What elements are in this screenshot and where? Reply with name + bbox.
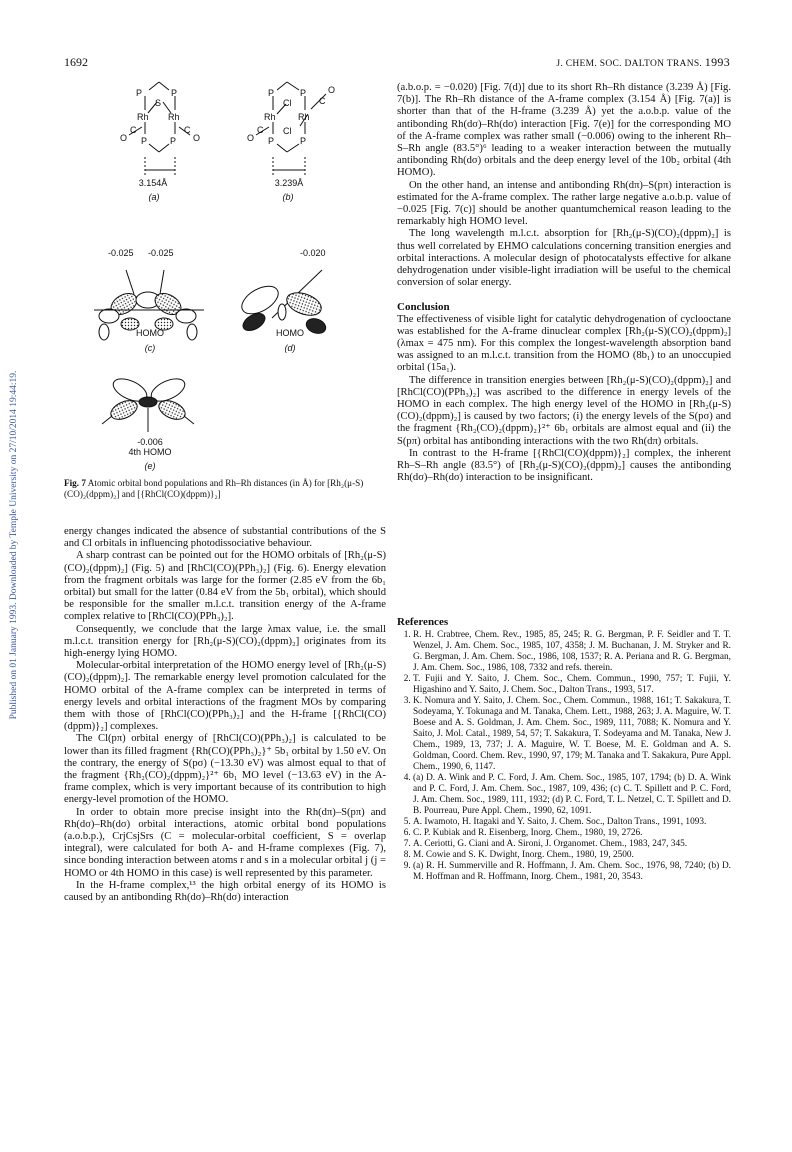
caption-label: Fig. 7 [64, 478, 86, 488]
page-number: 1692 [64, 55, 88, 69]
atom-label: O [247, 133, 255, 143]
references-list [397, 630, 731, 883]
reference-item: 1. R. H. Crabtree, Chem. Rev., 1985, 85, 245; R. G. Bergman, P. F. Seidler and T. T. Wenzel, J. Am. Chem. Soc., 1985, 107, 4358; J. M. Buchanan, J. M. Stryker and R. G. Bergman, J. Am. Chem. Soc., 1986, 108, 1537; R. A. Periana and R. G. Bergman, J. Am. Chem. Soc., 1986, 108, 7332 and refs. therein. [413, 630, 731, 674]
atom-label: Cl [283, 98, 292, 108]
atom-label: C [130, 125, 137, 135]
paragraph: On the other hand, an intense and antibonding Rh(dπ)–S(pπ) interaction is estimated for the A-frame complex. The rather large negative a.o.b.p. value of −0.025 [Fig. 7(c)] should be another quantumchemical reason leading to the remarkably high HOMO level. [397, 179, 731, 228]
paragraph: The long wavelength m.l.c.t. absorption for [Rh₂(μ-S)(CO)₂(dppm)₂] is thus well correlated by EHMO calculations concerning transition energies and orbital interactions. A molecular design of photocatalysts effective for alkane dehydrogenation under visible-light irradiation will be useful to the chemical conversion of solar energy. [397, 228, 731, 289]
panel-label-d: (d) [284, 343, 296, 353]
atom-label: P [170, 136, 177, 146]
paragraph: A sharp contrast can be pointed out for the HOMO orbitals of [Rh₂(μ-S)(CO)₂(dppm)₂] (Fig. 5) and [RhCl(CO)(PPh₃)₂] (Fig. 6). Energy elevation from the fragment orbitals was large for the former (2.85 eV from the 6b₁ orbital) but small for the latter (0.84 eV from the 5b₁ orbital), which should be responsible for the smaller m.l.c.t. transition energy of the A-frame complex relative to [RhCl(CO)(PPh₃)₂]. [64, 550, 386, 623]
aobp-value-c1: -0.025 [108, 248, 134, 258]
rh-rh-distance-b: 3.239Å [274, 178, 304, 188]
aobp-value-c2: -0.025 [148, 248, 174, 258]
atom-label: P [136, 88, 143, 98]
paragraph: Molecular-orbital interpretation of the HOMO energy level of [Rh₂(μ-S)(CO)₂(dppm)₂]. The remarkable energy level promotion calculated for the HOMO orbital of the A-frame complex can be interpreted in terms of energy levels and orbital interactions of the fragment MOs by comparing them with those of [RhCl(CO)(PPh₃)₂] and the H-frame [{RhCl(CO)(dppm)}₂] complexes. [64, 660, 386, 733]
atom-label: P [268, 136, 275, 146]
download-sidebar [4, 100, 18, 1000]
atom-label: Cl [283, 126, 292, 136]
atom-label: S [155, 98, 162, 108]
figure-7-drawing [64, 72, 386, 490]
paragraph: In order to obtain more precise insight into the Rh(dπ)–S(pπ) and Rh(dσ)–Rh(dσ) orbital interactions, atomic orbital bond populations (a.o.b.p.), CrjCsjSrs (C = molecular-orbital coefficient, S = overlap integral), were calculated for both A- and H-frame complexes (Fig. 7), since bonding interaction between atoms r and s in a molecular orbital j (j = HOMO or 4th HOMO in this case) is well represented by this parameter. [64, 806, 386, 879]
reference-item: 8. M. Cowie and S. K. Dwight, Inorg. Chem., 1980, 19, 2500. [413, 850, 731, 861]
reference-item: 6. C. P. Kubiak and R. Eisenberg, Inorg. Chem., 1980, 19, 2726. [413, 828, 731, 839]
figure-7 [64, 72, 386, 490]
atom-label: P [300, 136, 307, 146]
page-header [64, 55, 730, 71]
homo-label-d: HOMO [276, 328, 304, 338]
paragraph: Consequently, we conclude that the large λmax value, i.e. the small m.l.c.t. transition energy for [Rh₂(μ-S)(CO)₂(dppm)₂] originates from its high-energy lying HOMO. [64, 623, 386, 660]
paragraph: The difference in transition energies between [Rh₂(μ-S)(CO)₂(dppm)₂] and [RhCl(CO)(PPh₃)₂] was ascribed to the difference in energy levels of the HOMO in each complex. The high energy level of the HOMO in [Rh₂(μ-S)(CO)₂(dppm)₂] is caused by two factors; (i) the energy levels of the S(pσ) and the fragment {Rh₂(CO)₂(dppm)₂}²⁺ 6b₁ orbitals are almost equal and (ii) the S(pπ) orbital has antibonding interactions with the two Rh(dπ) orbitals. [397, 374, 731, 447]
atom-label: P [171, 88, 178, 98]
atom-label: C [319, 96, 326, 106]
panel-label-b: (b) [282, 192, 294, 202]
atom-label: Rh [168, 112, 180, 122]
reference-item: 2. T. Fujii and Y. Saito, J. Chem. Soc., Chem. Commun., 1990, 757; T. Fujii, Y. Higashino and Y. Saito, J. Chem. Soc., Dalton Trans., 1993, 517. [413, 674, 731, 696]
atom-label: O [328, 85, 336, 95]
aobp-value-d: -0.020 [300, 248, 326, 258]
homo-label-c: HOMO [136, 328, 164, 338]
atom-label: Rh [264, 112, 276, 122]
reference-item: 4. (a) D. A. Wink and P. C. Ford, J. Am. Chem. Soc., 1985, 107, 1794; (b) D. A. Wink and P. C. Ford, J. Am. Chem. Soc., 1987, 109, 436; (c) C. T. Spillett and P. C. Ford, J. Am. Chem. Soc., 1989, 111, 1932; (d) P. C. Ford, T. L. Netzel, C. T. Spillett and D. B. Pourreau, Pure Appl. Chem., 1990, 62, 1091. [413, 773, 731, 817]
atom-label: P [300, 88, 307, 98]
reference-item: 7. A. Ceriotti, G. Ciani and A. Sironi, J. Organomet. Chem., 1983, 247, 345. [413, 839, 731, 850]
paragraph: In contrast to the H-frame [{RhCl(CO)(dppm)}₂] complex, the inherent Rh–S–Rh angle (83.5°) of [Rh₂(μ-S)(CO)₂(dppm)₂] causes the antibonding Rh(dσ)–Rh(dσ) interaction to be insignificant. [397, 447, 731, 484]
atom-label: C [257, 125, 264, 135]
reference-item: 9. (a) R. H. Summerville and R. Hoffmann, J. Am. Chem. Soc., 1976, 98, 7240; (b) D. M. Hoffman and R. Hoffmann, Inorg. Chem., 1981, 20, 3543. [413, 861, 731, 883]
atom-label: C [184, 125, 191, 135]
panel-label-a: (a) [148, 192, 160, 202]
paragraph: The Cl(pπ) orbital energy of [RhCl(CO)(PPh₃)₂] is calculated to be lower than its filled fragment {Rh(CO)(PPh₃)₂}⁺ 5b₁ orbital by 1.50 eV. On the contrary, the energy of S(pσ) (−13.30 eV) was almost equal to that of the fragment {Rh₂(CO)₂(dppm)₂}²⁺ 6b₁ MO level (−13.63 eV) in the A-frame complex, which is very important because of its contribution to high energy-level promotion of the HOMO. [64, 733, 386, 806]
references-heading: References [397, 616, 449, 628]
reference-item: 5. A. Iwamoto, H. Itagaki and Y. Saito, J. Chem. Soc., Dalton Trans., 1991, 1093. [413, 817, 731, 828]
aobp-value-e: -0.006 [137, 437, 163, 447]
download-notice[interactable]: Published on 01 January 1993. Downloaded by Temple University on 27/10/2014 19:44:19. [9, 370, 19, 720]
paragraph: In the H-frame complex,¹³ the high orbital energy of its HOMO is caused by an antibonding Rh(dσ)–Rh(dσ) interaction [64, 879, 386, 904]
panel-label-e: (e) [144, 461, 156, 471]
orbital-diagram-d [237, 270, 328, 336]
paragraph: (a.b.o.p. = −0.020) [Fig. 7(d)] due to its short Rh–Rh distance (3.239 Å) [Fig. 7(b)]. The Rh–Rh distance of the A-frame complex (3.154 Å) [Fig. 7(a)] is shorter than that of the H-frame (3.239 Å) yet the a.o.b.p. value of the antibonding Rh(dσ)–Rh(dσ) interaction [Fig. 7(e)] for the corresponding MO of the A-frame complex was rather small (−0.006) owing to the inherent Rh–S–Rh angle (83.5°)⁶ leading to a weaker interaction between the mutually antibonding Rh(dσ) orbitals and the deep energy level of the 10b₂ orbital (4th HOMO). [397, 82, 731, 179]
homo-label-e: 4th HOMO [128, 447, 172, 457]
right-column [397, 82, 731, 485]
panel-label-c: (c) [144, 343, 156, 353]
atom-label: P [141, 136, 148, 146]
reference-item: 3. K. Nomura and Y. Saito, J. Chem. Soc., Chem. Commun., 1988, 161; T. Sakakura, T. Sodeyama, Y. Tokunaga and M. Tanaka, Chem. Lett., 1988, 263; J. A. Maguire, W. T. Boese and A. S. Goldman, J. Am. Chem. Soc., 1989, 111, 7088; K. Nomura and Y. Saito, J. Mol. Catal., 1989, 54, 57; T. Sakakura, T. Sodeyama and M. Tanaka, New J. Chem., 1989, 13, 737; J. A. Maguire, W. T. Boese, M. E. Goldman and A. S. Goldman, Coord. Chem. Rev., 1990, 97, 179; M. Tanaka and T. Sakakura, Pure Appl. Chem., 1990, 6, 1147. [413, 696, 731, 773]
journal-name: J. CHEM. SOC. DALTON TRANS. [556, 59, 703, 69]
orbital-diagram-e [102, 374, 194, 432]
rh-rh-distance-a: 3.154Å [138, 178, 168, 188]
atom-label: P [268, 88, 275, 98]
figure-caption [64, 478, 386, 500]
conclusion-heading: Conclusion [397, 301, 450, 314]
atom-label: Rh [137, 112, 149, 122]
left-column [64, 526, 386, 904]
caption-text: Atomic orbital bond populations and Rh–Rh distances (in Å) for [Rh₂(μ-S)(CO)₂(dppm)₂] and [{RhCl(CO)(dppm)}₂] [64, 478, 364, 499]
paragraph: The effectiveness of visible light for catalytic dehydrogenation of cyclooctane was established for the A-frame dinuclear complex [Rh₂(μ-S)(CO)₂(dppm)₂] (λmax = 475 nm). For this complex the longest-wavelength absorption band was assigned to an m.l.c.t. transition from the HOMO (8b₁) to an unoccupied orbital (15a₁). [397, 313, 731, 374]
paragraph: energy changes indicated the absence of substantial contributions of the S and Cl orbitals in influencing photodissociative behaviour. [64, 526, 386, 550]
atom-label: O [120, 133, 128, 143]
atom-label: Rh [298, 112, 310, 122]
journal-year: 1993 [704, 55, 730, 69]
references-section [397, 617, 731, 883]
journal-running-head [556, 55, 730, 70]
atom-label: O [193, 133, 201, 143]
